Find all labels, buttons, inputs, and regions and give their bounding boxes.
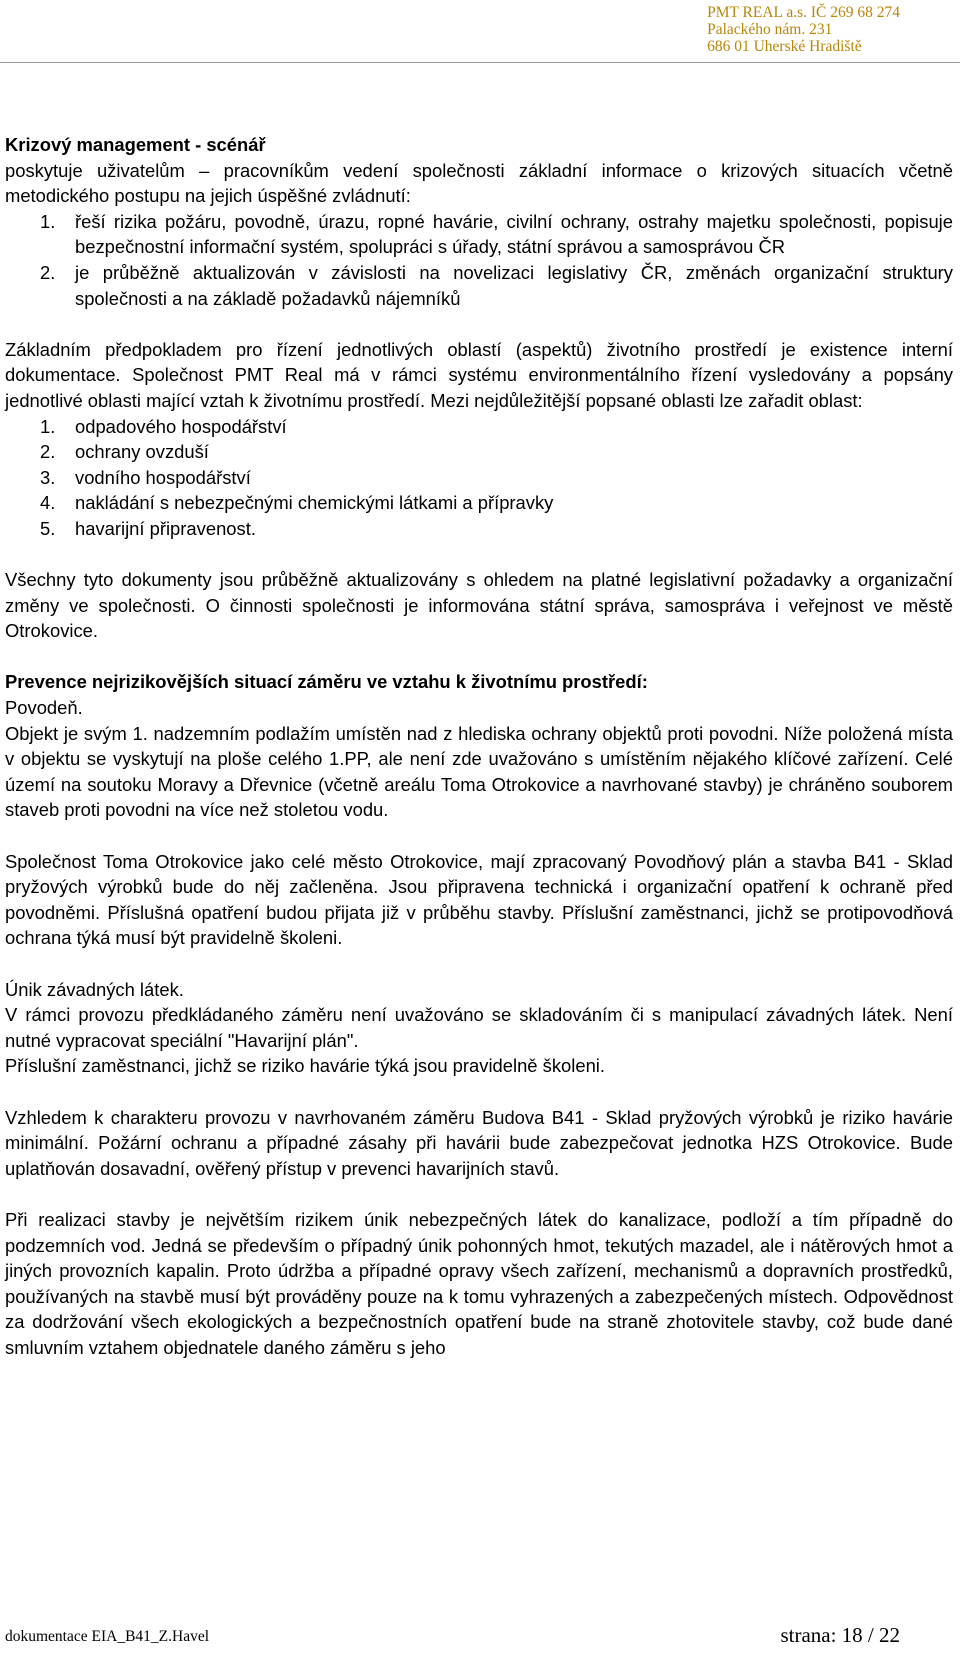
spacer: [5, 542, 953, 568]
environment-areas-list: [5, 414, 953, 542]
list-number: 2.: [40, 261, 56, 283]
leak-training-line: Příslušní zaměstnanci, jichž se riziko havárie týká jsou pravidelně školeni.: [5, 1055, 606, 1077]
leak-paragraph: V rámci provozu předkládaného záměru není uvažováno se skladováním či s manipulací závadných látek. Není nutné vypracovat speciální "Havarijní plán".: [5, 1004, 953, 1051]
document-body: [5, 132, 953, 1361]
subheading-leak: Únik závadných látek.: [5, 978, 184, 1000]
list-item: [5, 414, 953, 440]
header-divider: [0, 62, 960, 63]
environment-paragraph: Základním předpokladem pro řízení jednotlivých oblastí (aspektů) životního prostředí je existence interní dokumentace. Společnost PMT Real má v rámci systému environmentálního řízení vysledovány a popsány jednotlivé oblasti mající vztah k životnímu prostředí. Mezi nejdůležitější popsané oblasti lze zařadit oblast:: [5, 338, 953, 411]
footer-document-name: dokumentace EIA_B41_Z.Havel: [5, 1628, 210, 1645]
spacer: [5, 823, 953, 849]
page-footer: [0, 1623, 960, 1649]
construction-risk-paragraph: Při realizaci stavby je největším rizikem únik nebezpečných látek do kanalizace, podloží a tím případně do podzemních vod. Jedná se především o případný únik pohonných hmot, tekutých mazadel, ale i nátěrových hmot a jiných provozních kapalin. Proto údržba a případné opravy všech zařízení, mechanismů a dopravních prostředků, používaných na stavbě musí být prováděny pouze na k tomu vyhrazených a zabezpečených místech. Odpovědnost za dodržování všech ekologických a bezpečnostních opatření bude na straně zhotovitele stavby, což bude dané smluvním vztahem objednatele daného záměru s jeho: [5, 1208, 953, 1358]
list-item: [5, 465, 953, 491]
risk-paragraph: Vzhledem k charakteru provozu v navrhovaném záměru Budova B41 - Sklad pryžových výrobků je riziko havárie minimální. Požární ochranu a případné zásahy při havárii bude zabezpečovat jednotka HZS Otrokovice. Bude uplatňován dosavadní, ověřený přístup v prevenci havarijních stavů.: [5, 1106, 953, 1179]
spacer: [5, 644, 953, 670]
documents-update-paragraph: Všechny tyto dokumenty jsou průběžně aktualizovány s ohledem na platné legislativní požadavky a organizační změny ve společnosti. O činnosti společnosti je informována státní správa, samospráva i veřejnost ve městě Otrokovice.: [5, 569, 953, 642]
list-number: 1.: [40, 210, 56, 232]
letterhead: [707, 4, 900, 55]
list-number: 3.: [40, 466, 56, 488]
section-heading-prevention: Prevence nejrizikovějších situací záměru ve vztahu k životnímu prostředí:: [5, 671, 648, 693]
list-text: je průběžně aktualizován v závislosti na novelizaci legislativy ČR, změnách organizační struktury společnosti a na základě požadavků nájemníků: [75, 261, 953, 309]
list-number: 2.: [40, 441, 56, 463]
list-item: [5, 260, 953, 311]
list-text: řeší rizika požáru, povodně, úrazu, ropné havárie, civilní ochrany, ostrahy majetku společnosti, popisuje bezpečnostní informační systém, spolupráci s úřady, státní správou a samosprávou ČR: [75, 210, 953, 258]
subheading-flood: Povodeň.: [5, 697, 83, 719]
list-text: vodního hospodářství: [75, 466, 251, 488]
list-text: odpadového hospodářství: [75, 415, 287, 437]
letterhead-city: 686 01 Uherské Hradiště: [707, 38, 862, 55]
list-item: [5, 490, 953, 516]
spacer: [5, 951, 953, 977]
list-text: nakládání s nebezpečnými chemickými látkami a přípravky: [75, 492, 554, 514]
flood-paragraph-2: Společnost Toma Otrokovice jako celé město Otrokovice, mají zpracovaný Povodňový plán a stavba B41 - Sklad pryžových výrobků bude do něj začleněna. Jsou připravena technická i organizační opatření k ochraně před povodněmi. Příslušná opatření budou přijata již v průběhu stavby. Příslušní zaměstnanci, jichž se protipovodňová ochrana týká musí být pravidelně školeni.: [5, 850, 953, 949]
list-text: havarijní připravenost.: [75, 517, 256, 539]
section-heading-crisis-management: Krizový management - scénář: [5, 134, 266, 155]
spacer: [5, 1181, 953, 1207]
footer-page-number: strana: 18 / 22: [780, 1623, 900, 1647]
list-item: [5, 439, 953, 465]
list-number: 4.: [40, 492, 56, 514]
letterhead-street: Palackého nám. 231: [707, 21, 833, 38]
list-number: 1.: [40, 415, 56, 437]
flood-paragraph-1: Objekt je svým 1. nadzemním podlažím umístěn nad z hlediska ochrany objektů proti povodni. Níže položená místa v objektu se vyskytují na ploše celého 1.PP, ale není zde uvažováno s umístěním nějakého klíčové zařízení. Celé území na soutoku Moravy a Dřevnice (včetně areálu Toma Otrokovice a navrhované stavby) je chráněno souborem staveb proti povodni na více než stoletou vodu.: [5, 722, 953, 821]
crisis-intro-paragraph: poskytuje uživatelům – pracovníkům vedení společnosti základní informace o krizových situacích včetně metodického postupu na jejich úspěšné zvládnutí:: [5, 159, 953, 207]
crisis-scenario-list: [5, 209, 953, 311]
list-number: 5.: [40, 517, 56, 539]
list-text: ochrany ovzduší: [75, 441, 209, 463]
list-item: [5, 516, 953, 542]
list-item: [5, 209, 953, 260]
letterhead-company: PMT REAL a.s. IČ 269 68 274: [707, 4, 900, 21]
spacer: [5, 311, 953, 337]
spacer: [5, 1079, 953, 1105]
